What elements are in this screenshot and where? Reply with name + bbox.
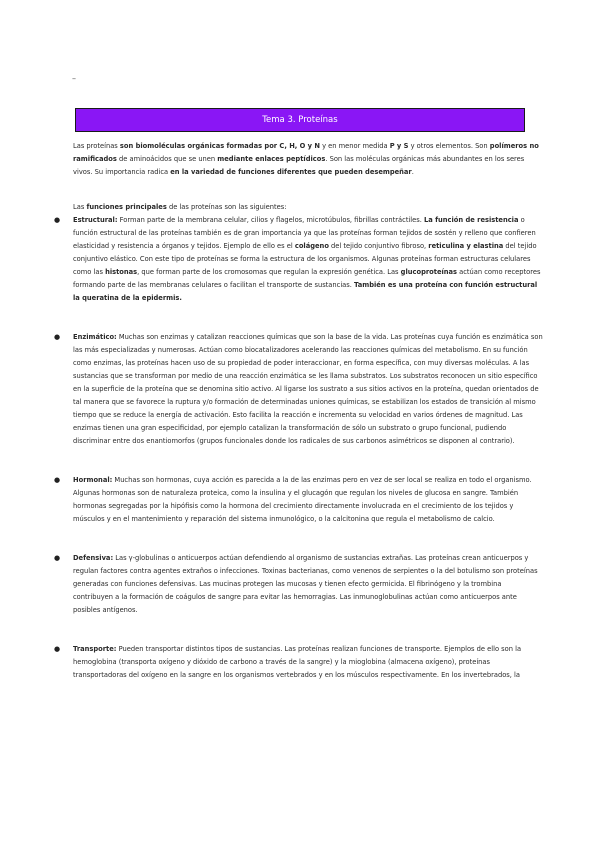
list-item-text <box>73 645 521 679</box>
text-run: y otros elementos. Son <box>408 142 490 150</box>
list-item-hormonal <box>54 474 543 552</box>
text-run: del tejido conjuntivo elástico. Con este tipo de proteínas se forma la estructura de los organismos. Algunas proteínas forman estructuras celulares como las <box>73 242 537 276</box>
bold-text-run: mediante enlaces peptídicos <box>217 155 326 163</box>
text-run: . <box>411 168 414 176</box>
text-run: Las γ-globulinas o anticuerpos actúan defendiendo al organismo de sustancias extrañas. Las proteínas crean anticuerpos y regulan factores contra agentes extraños o infecciones. Toxinas bacterianas, como venenos de serpientes o la del botulismo son proteínas generadas con funciones defensivas. Las mucinas protegen las mucosas y tienen efecto germicida. El fibrinógeno y la trombina contribuyen a la formación de coágulos de sangre para evitar las hemorragias. Las inmunoglobulinas actúan como anticuerpos ante posibles antígenos. <box>73 554 538 614</box>
text-run: de las proteínas son las siguientes: <box>166 203 287 211</box>
text-run: Muchas son enzimas y catalizan reacciones químicas que son la base de la vida. Las proteínas cuya función es enzimática son las más especializadas y numerosas. Actúan como biocatalizadores acelerando las reacciones químicas del metabolismo. En su función como enzimas, las proteínas hacen uso de su propiedad de poder interaccionar, en forma específica, con muy diversas moléculas. A las sustancias que se transforman por medio de una reacción enzimática se les llama substratos. Los substratos reconocen un sitio específico en la superficie de la proteína que se denomina sitio activo. Al ligarse los sustrato a sus sitios activos en la proteína, quedan orientados de tal manera que se favorece la ruptura y/o formación de determinadas uniones químicas, se estabilizan los estados de transición al mismo tiempo que se reduce la energía de activación. Esto facilita la reacción e incrementa su velocidad en varios órdenes de magnitud. Las enzimas tienen una gran especificidad, por ejemplo catalizan la transformación de sólo un substrato o grupo funcional, pudiendo discriminar entre dos enantiomorfos (grupos funcionales donde los radicales de sus carbonos asimétricos se disponen al contrario). <box>73 333 543 445</box>
document-body <box>54 140 543 682</box>
bold-text-run: Estructural: <box>73 216 118 224</box>
bullet-icon: ● <box>54 645 61 653</box>
bold-text-run: Defensiva: <box>73 554 114 562</box>
list-item-structural <box>54 214 543 331</box>
text-run: y en menor medida <box>319 142 390 150</box>
text-run: Pueden transportar distintos tipos de sustancias. Las proteínas realizan funciones de transporte. Ejemplos de ello son la hemoglobina (transporta oxígeno y dióxido de carbono a través de la sangre) y la mioglobina (almacena oxígeno), proteínas transportadoras del oxígeno en la sangre en los organismos vertebrados y en los músculos respectivamente. En los invertebrados, la <box>73 645 522 679</box>
bold-text-run: También es una proteína con función estructural la queratina de la epidermis. <box>73 281 538 302</box>
bold-text-run: histonas <box>105 268 138 276</box>
bold-text-run: son biomoléculas orgánicas formadas por C, H, O y N <box>119 142 320 150</box>
bullet-icon: ● <box>54 476 61 484</box>
list-item-text <box>73 476 532 523</box>
bold-text-run: Enzimático: <box>73 333 117 341</box>
bold-text-run: colágeno <box>294 242 329 250</box>
bold-text-run: glucoproteínas <box>400 268 458 276</box>
text-run: actúan como receptores formando parte de las membranas celulares o facilitan el transporte de sustancias. <box>73 268 541 289</box>
text-run: Forman parte de la membrana celular, cilios y flagelos, microtúbulos, fibrillas contráctiles. <box>117 216 425 224</box>
bold-text-run: Hormonal: <box>73 476 113 484</box>
list-item-enzymatic <box>54 331 543 474</box>
bullet-icon: ● <box>54 554 61 562</box>
functions-lead <box>73 201 543 214</box>
text-run: , que forman parte de los cromosomas que regulan la expresión genética. Las <box>137 268 401 276</box>
text-run: Las proteínas <box>73 142 120 150</box>
text-run: de aminoácidos que se unen <box>116 155 218 163</box>
bold-text-run: reticulina y elastina <box>428 242 504 250</box>
bullet-icon: ● <box>54 216 61 224</box>
intro-paragraph <box>73 140 543 179</box>
list-item-text <box>73 554 538 614</box>
header-dash: – <box>72 74 76 83</box>
bold-text-run: polímeros no ramificados <box>73 142 539 163</box>
functions-list <box>54 214 543 682</box>
page-title: Tema 3. Proteínas <box>75 108 525 132</box>
list-item-transport <box>54 643 543 682</box>
bold-text-run: en la variedad de funciones diferentes que pueden desempeñar <box>170 168 412 176</box>
list-item-text <box>73 333 543 445</box>
bold-text-run: Transporte: <box>73 645 117 653</box>
bold-text-run: funciones principales <box>86 203 167 211</box>
text-run: Muchas son hormonas, cuya acción es parecida a la de las enzimas pero en vez de ser local se realiza en todo el organismo. Algunas hormonas son de naturaleza proteica, como la insulina y el glucagón que regulan los niveles de glucosa en sangre. También hormonas segregadas por la hipófisis como la hormona del crecimiento directamente involucrada en el crecimiento de los tejidos y músculos y en el mantenimiento y reparación del sistema inmunológico, o la calcitonina que regula el metabolismo de calcio. <box>73 476 532 523</box>
bullet-icon: ● <box>54 333 61 341</box>
list-item-defensive <box>54 552 543 643</box>
bold-text-run: P y S <box>389 142 409 150</box>
text-run: del tejido conjuntivo fibroso, <box>328 242 429 250</box>
text-run: . Son las moléculas orgánicas más abundantes en los seres vivos. Su importancia radica <box>73 155 525 176</box>
text-run: Las <box>73 203 87 211</box>
list-item-text <box>73 216 540 302</box>
bold-text-run: La función de resistencia <box>424 216 519 224</box>
text-run: o función estructural de las proteínas también es de gran importancia ya que las proteínas forman tejidos de sostén y relleno que confieren elasticidad y resistencia a órganos y tejidos. Ejemplo de ello es el <box>73 216 536 250</box>
